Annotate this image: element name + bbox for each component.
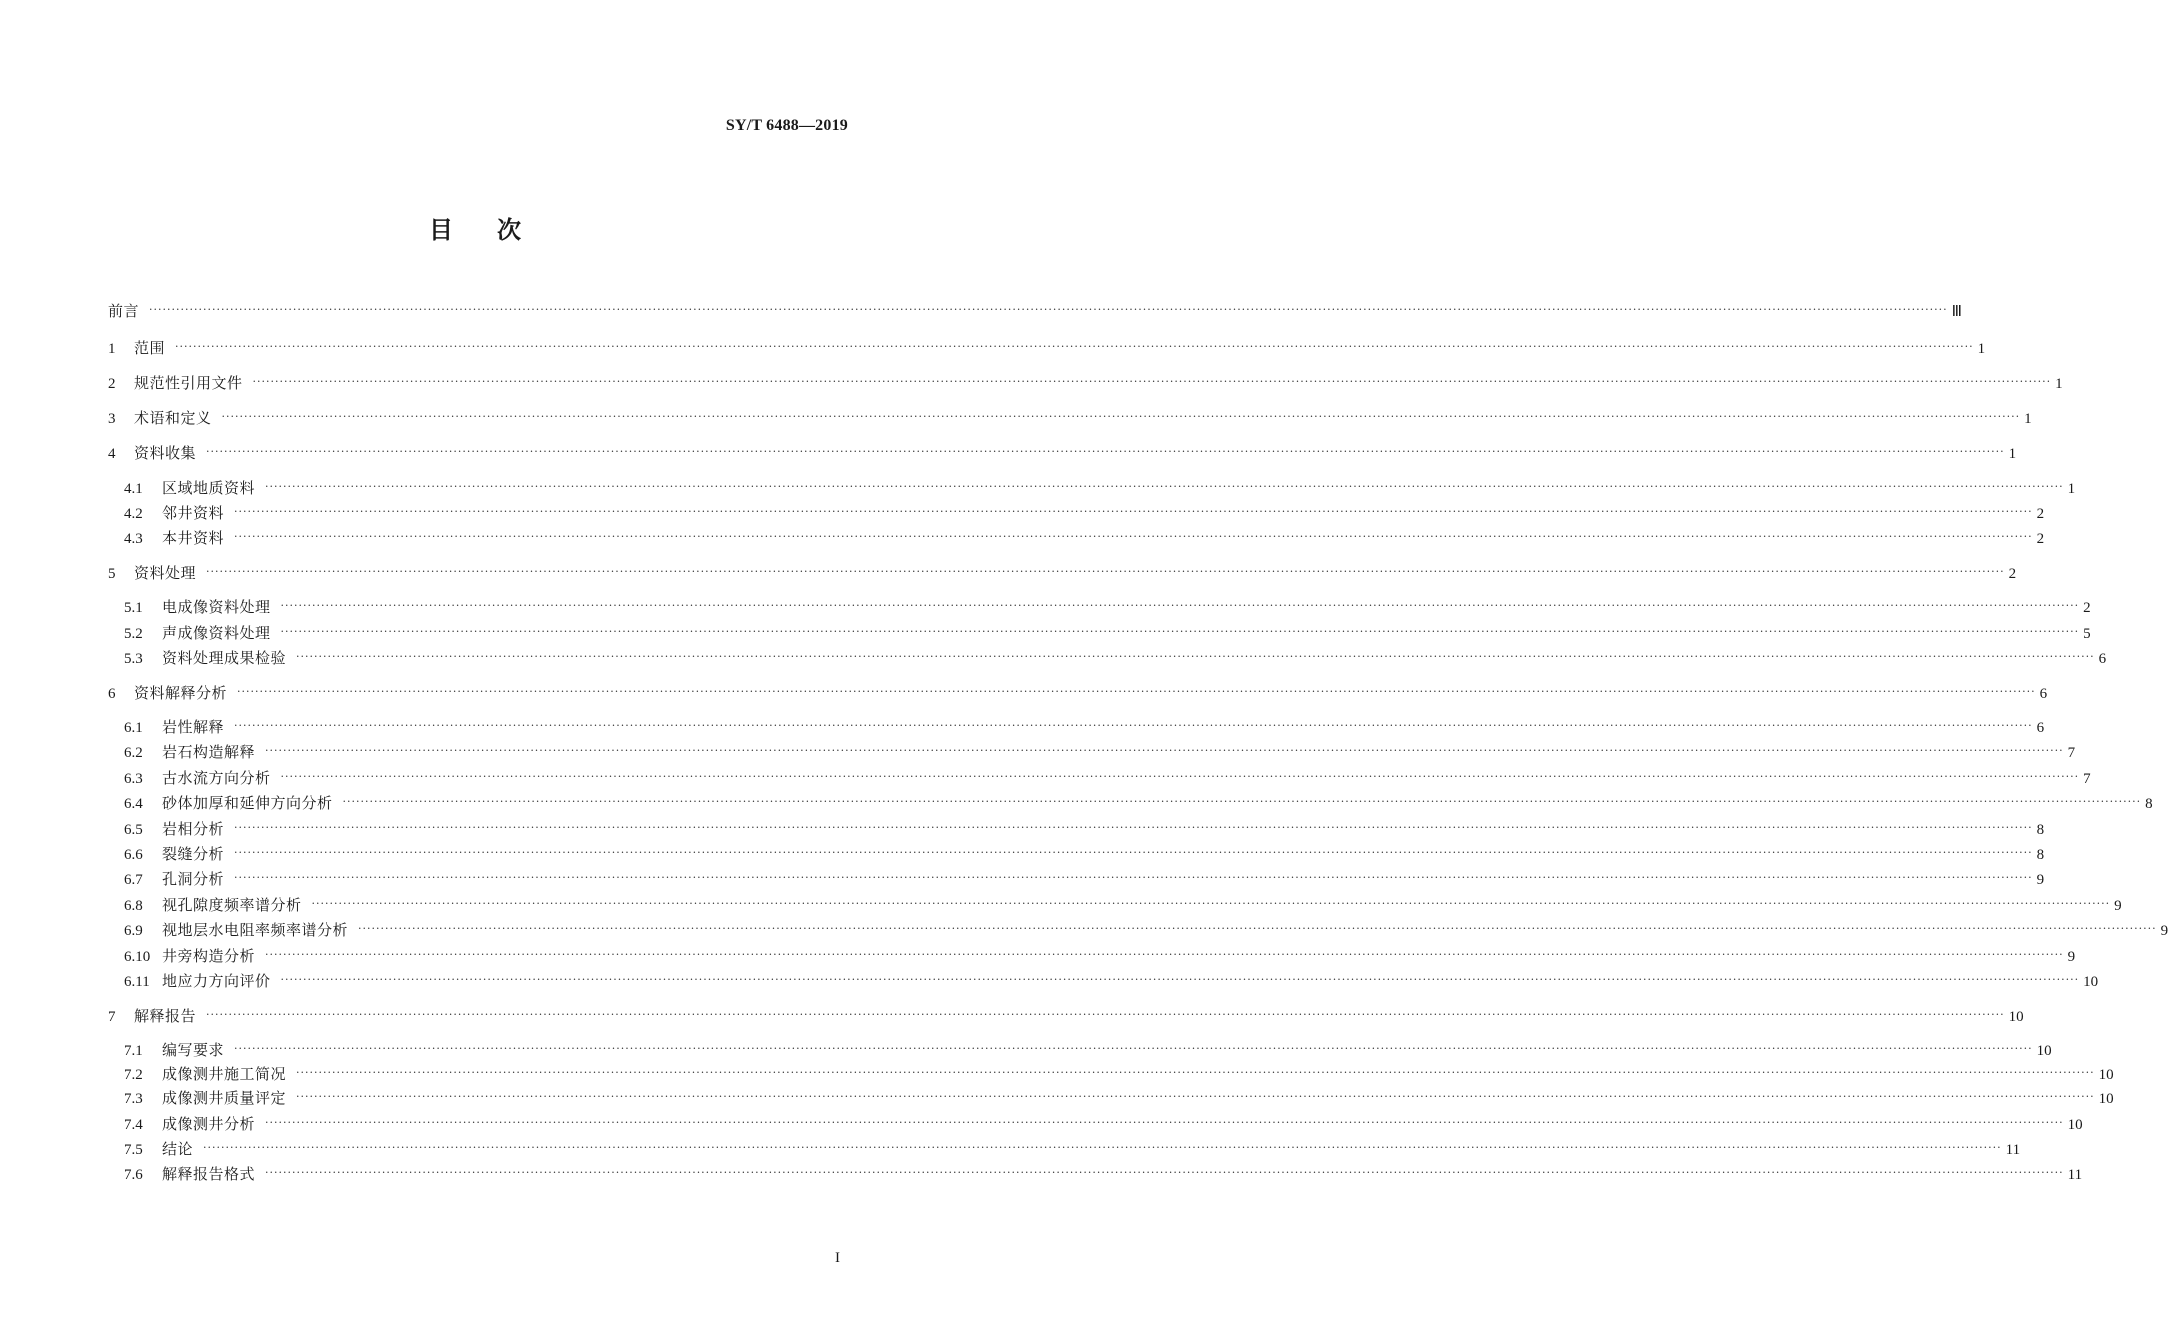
dot-leader: ················································································································································································································································································································································································································ [265,744,2064,757]
toc-entry-number: 7.1 [124,1043,143,1059]
dot-leader: ················································································································································································································································································································································································································ [237,685,2036,698]
toc-entry-page: 1 [1977,341,1986,357]
toc-entry-label: 解释报告 [134,1007,197,1025]
toc-entry-page: 11 [2067,1167,2083,1183]
toc-entry-label: 资料收集 [134,444,197,462]
toc-entry-number: 7.6 [124,1167,143,1183]
toc-entry-page: 1 [2008,446,2017,462]
toc-entry[interactable] [124,868,2045,889]
toc-entry-page: 10 [2083,974,2099,990]
toc-entry-label: 前言 [108,302,140,320]
toc-entry-number: 6 [108,686,116,702]
toc-entry-page: 2 [2008,566,2017,582]
toc-entry-number: 4.3 [124,531,143,547]
dot-leader: ················································································································································································································································································································································································································ [265,948,2064,961]
dot-leader: ················································································································································································································································································································································································································ [280,973,2080,986]
toc-entry[interactable] [124,1039,2052,1060]
toc-entry[interactable] [124,843,2045,864]
toc-entry-number: 7.3 [124,1091,143,1107]
toc-entry[interactable] [108,407,2032,428]
toc-entry-page: 6 [2039,686,2048,702]
toc-entry[interactable] [124,1063,2114,1084]
dot-leader: ················································································································································································································································································································································································································ [149,303,1948,316]
dot-leader: ················································································································································································································································································································································································································ [234,871,2033,884]
toc-entry[interactable] [124,1138,2021,1159]
dot-leader: ················································································································································································································································································································································································································ [296,650,2095,663]
toc-entry[interactable] [124,527,2045,548]
toc-entry-page: 9 [2160,923,2168,939]
toc-entry-page: 7 [2083,771,2091,787]
toc-entry-page: 2 [2036,531,2045,547]
toc-entry-label: 视地层水电阻率频率谱分析 [162,921,349,939]
dot-leader: ················································································································································································································································································································································································································ [175,340,1974,353]
dot-leader: ················································································································································································································································································································································································································ [234,719,2033,732]
toc-entry-number: 5.1 [124,600,143,616]
toc-entry-page: Ⅲ [1951,304,1962,320]
toc-entry-label: 资料处理成果检验 [162,649,287,667]
toc-entry[interactable] [108,442,2017,463]
toc-entry-label: 岩相分析 [162,820,225,838]
toc-entry-page: 1 [2055,376,2063,392]
footer-page-number: I [835,1250,840,1266]
dot-leader: ················································································································································································································································································································································································································ [265,480,2064,493]
toc-entry-page: 9 [2114,898,2122,914]
toc-entry[interactable] [124,716,2045,737]
dot-leader: ················································································································································································································································································································································································································ [203,1141,2002,1154]
toc-entry[interactable] [124,919,2168,940]
toc-entry-label: 地应力方向评价 [162,972,271,990]
toc-entry-number: 7.4 [124,1117,143,1133]
toc-entry-number: 7 [108,1009,116,1025]
page-title: 目次 [429,216,565,244]
dot-leader: ················································································································································································································································································································································································································ [206,445,2005,458]
toc-entry[interactable] [124,818,2045,839]
toc-entry-page: 8 [2145,796,2153,812]
toc-entry-number: 2 [108,376,116,392]
toc-entry-label: 结论 [162,1140,194,1158]
toc-entry[interactable] [124,477,2076,498]
toc-entry-label: 范围 [134,339,166,357]
dot-leader: ················································································································································································································································································································································································································ [280,599,2080,612]
toc-entry-number: 6.4 [124,796,143,812]
toc-entry-label: 术语和定义 [134,409,212,427]
toc-entry-number: 6.9 [124,923,143,939]
toc-entry-number: 5.2 [124,626,143,642]
toc-entry-label: 编写要求 [162,1041,225,1059]
dot-leader: ················································································································································································································································································································································································································ [296,1090,2095,1103]
toc-entry-page: 2 [2036,506,2045,522]
toc-entry-page: 7 [2067,745,2076,761]
dot-leader: ················································································································································································································································································································································································································ [234,821,2033,834]
toc-entry-page: 5 [2083,626,2091,642]
toc-entry-page: 8 [2036,847,2045,863]
toc-entry-label: 古水流方向分析 [162,769,271,787]
toc-entry-number: 6.2 [124,745,143,761]
toc-entry[interactable] [124,502,2045,523]
toc-entry[interactable] [124,1087,2114,1108]
toc-entry[interactable] [124,1163,2083,1184]
toc-entry[interactable] [108,300,1962,321]
dot-leader: ················································································································································································································································································································································································································ [206,1008,2005,1021]
dot-leader: ················································································································································································································································································································································································································ [280,770,2080,783]
dot-leader: ················································································································································································································································································································································································································ [234,846,2033,859]
toc-entry[interactable] [124,622,2091,643]
toc-entry-label: 规范性引用文件 [134,374,243,392]
toc-entry-label: 解释报告格式 [162,1165,256,1183]
toc-entry[interactable] [124,1113,2083,1134]
toc-entry-number: 6.7 [124,872,143,888]
toc-entry-label: 成像测井施工简况 [162,1065,287,1083]
toc-entry-page: 1 [2024,411,2032,427]
dot-leader: ················································································································································································································································································································································································································ [342,795,2142,808]
toc-entry[interactable] [124,647,2107,668]
dot-leader: ················································································································································································································································································································································································································ [265,1166,2064,1179]
toc-entry-number: 6.11 [124,974,150,990]
toc-entry-number: 6.6 [124,847,143,863]
standard-code: SY/T 6488—2019 [725,117,848,134]
toc-entry-label: 邻井资料 [162,504,225,522]
toc-entry-page: 10 [2036,1043,2052,1059]
toc-entry-number: 4.2 [124,506,143,522]
dot-leader: ················································································································································································································································································································································································································ [296,1066,2095,1079]
dot-leader: ················································································································································································································································································································································································································ [221,410,2021,423]
toc-entry-page: 10 [2067,1117,2083,1133]
toc-entry-label: 本井资料 [162,529,225,547]
toc-entry-number: 6.10 [124,949,151,965]
toc-entry[interactable] [108,337,1986,358]
toc-entry-label: 砂体加厚和延伸方向分析 [162,794,333,812]
toc-entry-page: 1 [2067,481,2076,497]
toc-entry[interactable] [124,945,2076,966]
toc-entry-label: 区域地质资料 [162,479,256,497]
toc-entry[interactable] [124,741,2076,762]
toc-entry-number: 4 [108,446,116,462]
toc-entry-label: 裂缝分析 [162,845,225,863]
toc-entry-number: 5.3 [124,651,143,667]
toc-entry-number: 7.2 [124,1067,143,1083]
toc-entry[interactable] [124,792,2153,813]
toc-entry-number: 6.5 [124,822,143,838]
toc-entry-page: 11 [2005,1142,2021,1158]
toc-entry-number: 1 [108,341,116,357]
toc-entry-number: 5 [108,566,116,582]
dot-leader: ················································································································································································································································································································································································································ [265,1116,2064,1129]
toc-entry-page: 10 [2098,1091,2114,1107]
toc-entry-page: 2 [2083,600,2091,616]
toc-entry[interactable] [124,596,2091,617]
dot-leader: ················································································································································································································································································································································································································ [234,505,2033,518]
toc-entry-number: 7.5 [124,1142,143,1158]
dot-leader: ················································································································································································································································································································································································································ [311,897,2111,910]
toc-entry-page: 6 [2036,720,2045,736]
toc-entry-number: 6.1 [124,720,143,736]
dot-leader: ················································································································································································································································································································································································································ [234,1042,2033,1055]
toc-entry-page: 9 [2067,949,2076,965]
toc-entry-page: 8 [2036,822,2045,838]
toc-entry[interactable] [108,562,2017,583]
toc-entry-label: 声成像资料处理 [162,624,271,642]
toc-entry-number: 6.3 [124,771,143,787]
toc-entry[interactable] [124,767,2091,788]
dot-leader: ················································································································································································································································································································································································································ [252,375,2052,388]
toc-entry-label: 资料解释分析 [134,684,228,702]
toc-entry-label: 井旁构造分析 [162,947,256,965]
dot-leader: ················································································································································································································································································································································································································ [280,625,2080,638]
toc-entry-page: 10 [2098,1067,2114,1083]
toc-entry-number: 4.1 [124,481,143,497]
toc-entry-label: 视孔隙度频率谱分析 [162,896,302,914]
toc-entry-label: 成像测井分析 [162,1115,256,1133]
toc-entry-label: 成像测井质量评定 [162,1089,287,1107]
toc-entry[interactable] [108,1005,2024,1026]
toc-entry-label: 资料处理 [134,564,197,582]
toc-entry-number: 3 [108,411,116,427]
toc-entry[interactable] [108,682,2048,703]
toc-entry[interactable] [124,894,2122,915]
dot-leader: ················································································································································································································································································································································································································ [206,565,2005,578]
toc-entry-page: 9 [2036,872,2045,888]
toc-entry-page: 6 [2098,651,2107,667]
toc-entry-label: 岩石构造解释 [162,743,256,761]
dot-leader: ················································································································································································································································································································································································································ [234,530,2033,543]
toc-entry[interactable] [124,970,2099,991]
toc-entry-label: 电成像资料处理 [162,598,271,616]
toc-entry-label: 岩性解释 [162,718,225,736]
toc-entry-label: 孔洞分析 [162,870,225,888]
toc-entry-page: 10 [2008,1009,2024,1025]
toc-entry[interactable] [108,372,2063,393]
toc-entry-number: 6.8 [124,898,143,914]
dot-leader: ················································································································································································································································································································································································································ [358,922,2157,935]
